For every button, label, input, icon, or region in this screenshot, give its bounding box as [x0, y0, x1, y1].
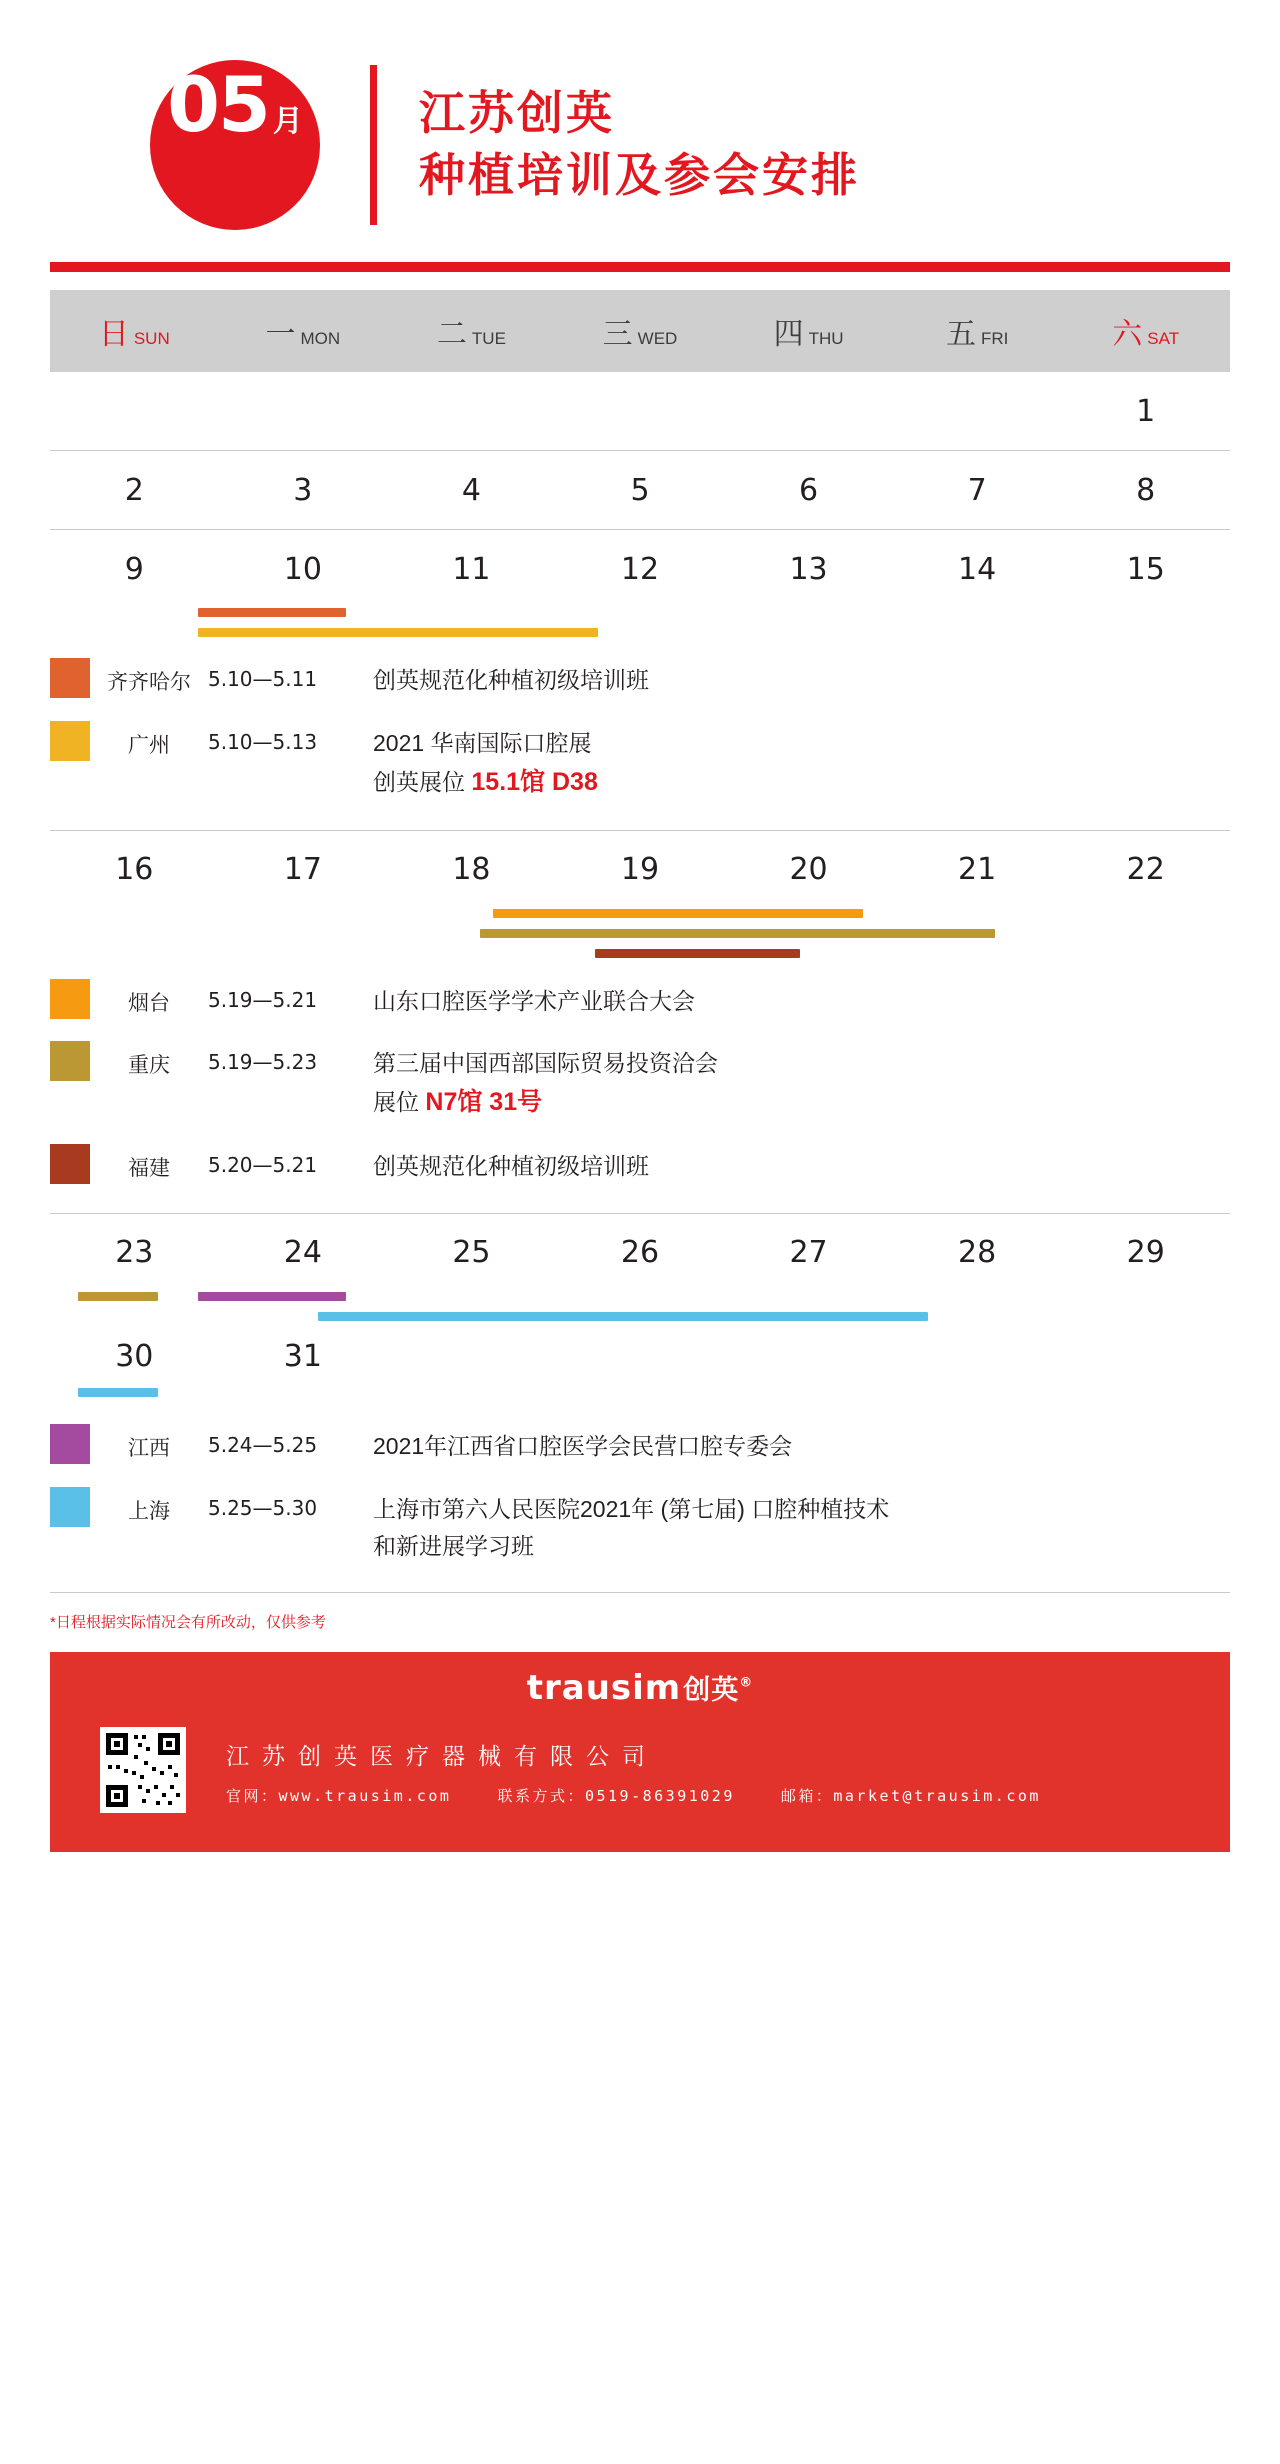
- day-cell-28: 28: [958, 1235, 997, 1271]
- title-line-2: 种植培训及参会安排: [419, 149, 860, 201]
- brand-registered-mark: ®: [739, 1676, 754, 1692]
- event-bar-jiangxi: [198, 1292, 346, 1301]
- weekday-en: SUN: [133, 329, 170, 348]
- day-cell-10: 10: [283, 551, 322, 587]
- event-bars-week-6: [50, 1388, 1230, 1408]
- legend-event-text: 创英规范化种植初级培训班: [373, 1153, 649, 1180]
- weekday-header: [50, 290, 1230, 372]
- legend-color-swatch: [50, 658, 90, 698]
- week-row-1: [50, 372, 1230, 450]
- weekday-cn: 三: [602, 318, 634, 351]
- legend-date-range: 5.19—5.23: [208, 1050, 318, 1075]
- footer-contact-block: [226, 1738, 1041, 1806]
- legend-item: [50, 1041, 1230, 1122]
- day-cell-21: 21: [958, 852, 997, 888]
- website-label: 官网：www.trausim.com: [226, 1787, 452, 1806]
- legend-item: [50, 1144, 1230, 1185]
- event-bar-qiqihaer: [198, 608, 346, 617]
- legend-event-text: 2021年江西省口腔医学会民营口腔专委会: [373, 1432, 793, 1459]
- day-cell-16: 16: [115, 852, 154, 888]
- header-divider: [370, 65, 377, 225]
- event-bars-week-3: [50, 608, 1230, 642]
- legend-event-title: 2021 华南国际口腔展: [373, 729, 592, 756]
- month-number: 05: [167, 60, 269, 149]
- booth-highlight: N7馆 31号: [425, 1088, 543, 1117]
- weekday-en: FRI: [980, 329, 1009, 348]
- legend-color-swatch: [50, 1487, 90, 1527]
- day-cell-1: 1: [1136, 393, 1156, 429]
- event-bars-week-5: [50, 1292, 1230, 1326]
- footer-brand: [50, 1668, 1230, 1708]
- weekday-thu: [724, 309, 893, 353]
- poster-header: [0, 0, 1280, 250]
- day-cell-31: 31: [283, 1339, 322, 1375]
- week-row-4: [50, 831, 1230, 909]
- event-legend-week-3: [50, 642, 1230, 830]
- day-cell-13: 13: [789, 551, 828, 587]
- day-cell-19: 19: [620, 852, 660, 888]
- event-bar-yantai: [493, 909, 863, 918]
- header-rule: [50, 262, 1230, 272]
- legend-event-text: 山东口腔医学学术产业联合大会: [373, 987, 695, 1014]
- day-cell-18: 18: [452, 852, 491, 888]
- email-label: 邮箱：market@trausim.com: [780, 1787, 1041, 1806]
- legend-date-range: 5.20—5.21: [208, 1153, 318, 1178]
- weekday-mon: [219, 309, 388, 353]
- legend-date-range: 5.10—5.11: [208, 667, 318, 691]
- legend-color-swatch: [50, 979, 90, 1019]
- day-cell-29: 29: [1126, 1235, 1165, 1271]
- legend-event-title: 上海市第六人民医院2021年 (第七届) 口腔种植技术: [373, 1495, 890, 1522]
- weekday-cn: 六: [1112, 318, 1144, 351]
- event-bar-chongqing-cont: [78, 1292, 158, 1301]
- legend-date-range: 5.10—5.13: [208, 729, 318, 754]
- weekday-en: WED: [637, 329, 678, 348]
- footnote: *日程根据实际情况会有所改动，仅供参考: [50, 1614, 326, 1632]
- day-cell-7: 7: [967, 472, 987, 508]
- event-bar-shanghai: [318, 1312, 928, 1321]
- day-cell-8: 8: [1136, 472, 1156, 508]
- weekday-en: THU: [808, 329, 844, 348]
- day-cell-15: 15: [1126, 551, 1165, 587]
- legend-city: 重庆: [128, 1054, 170, 1078]
- event-bars-week-4: [50, 909, 1230, 963]
- legend-event-text: 创英规范化种植初级培训班: [373, 667, 649, 693]
- brand-latin: trausim: [526, 1668, 682, 1709]
- phone-label: 联系方式：0519-86391029: [497, 1787, 735, 1806]
- legend-item: [50, 1487, 1230, 1565]
- calendar-body: [50, 372, 1230, 1593]
- poster-footer: [50, 1652, 1230, 1852]
- week-row-6: [50, 1326, 1230, 1388]
- day-cell-17: 17: [283, 852, 322, 888]
- row-divider: [50, 1592, 1230, 1593]
- legend-color-swatch: [50, 1144, 90, 1184]
- day-cell-25: 25: [452, 1235, 491, 1271]
- legend-event-booth: [373, 1082, 718, 1122]
- booth-prefix: 展位: [373, 1089, 426, 1116]
- title-line-1: 江苏创英: [419, 87, 615, 140]
- brand-cn: 创英: [683, 1675, 740, 1707]
- legend-event-line2: 和新进展学习班: [373, 1532, 534, 1559]
- day-cell-12: 12: [620, 551, 660, 587]
- legend-city: 广州: [128, 733, 170, 757]
- weekday-cn: 二: [436, 318, 468, 351]
- legend-date-range: 5.19—5.21: [208, 987, 318, 1012]
- weekday-wed: [556, 309, 725, 353]
- legend-event-booth: [373, 762, 598, 802]
- day-cell-5: 5: [630, 472, 650, 508]
- event-legend-week-5: [50, 1408, 1230, 1592]
- event-bar-chongqing: [480, 929, 995, 938]
- legend-date-range: 5.25—5.30: [208, 1495, 318, 1520]
- event-bar-guangzhou: [198, 628, 598, 637]
- brand-logo: [527, 1668, 754, 1708]
- legend-event-text: [373, 721, 598, 802]
- legend-item: [50, 979, 1230, 1020]
- day-cell-30: 30: [115, 1339, 154, 1375]
- legend-color-swatch: [50, 721, 90, 761]
- legend-event-text: [373, 1041, 718, 1122]
- weekday-cn: 一: [265, 318, 297, 351]
- day-cell-2: 2: [124, 472, 144, 508]
- weekday-cn: 日: [98, 318, 130, 351]
- weekday-cn: 五: [945, 318, 977, 351]
- legend-color-swatch: [50, 1041, 90, 1081]
- weekday-cn: 四: [773, 318, 805, 351]
- day-cell-9: 9: [124, 551, 144, 587]
- event-bar-shanghai-cont: [78, 1388, 158, 1397]
- qr-code: [100, 1727, 186, 1813]
- day-cell-20: 20: [789, 852, 828, 888]
- day-cell-4: 4: [461, 472, 481, 508]
- booth-highlight: 15.1馆 D38: [471, 767, 598, 796]
- month-unit: 月: [272, 105, 303, 138]
- day-cell-6: 6: [799, 472, 819, 508]
- weekday-en: MON: [300, 329, 341, 348]
- day-cell-22: 22: [1126, 852, 1165, 888]
- weekday-sat: [1061, 309, 1230, 353]
- legend-event-title: 第三届中国西部国际贸易投资洽会: [373, 1050, 718, 1077]
- day-cell-27: 27: [789, 1235, 828, 1271]
- legend-item: [50, 658, 1230, 699]
- day-cell-11: 11: [452, 551, 491, 587]
- legend-city: 江西: [128, 1436, 170, 1460]
- legend-item: [50, 1424, 1230, 1465]
- weekday-tue: [387, 309, 556, 353]
- event-legend-week-4: [50, 963, 1230, 1213]
- month-badge: [150, 60, 320, 230]
- contact-row: [226, 1785, 1041, 1806]
- day-cell-14: 14: [958, 551, 997, 587]
- weekday-en: SAT: [1147, 329, 1180, 348]
- legend-item: [50, 721, 1230, 802]
- legend-city: 上海: [128, 1499, 170, 1523]
- event-bar-fujian: [595, 949, 800, 958]
- weekday-sun: [50, 309, 219, 353]
- legend-date-range: 5.24—5.25: [208, 1432, 318, 1457]
- legend-city: 烟台: [128, 991, 170, 1015]
- week-row-3: [50, 530, 1230, 608]
- legend-color-swatch: [50, 1424, 90, 1464]
- week-row-2: [50, 451, 1230, 529]
- legend-event-text: [373, 1487, 889, 1565]
- day-cell-26: 26: [620, 1235, 660, 1271]
- legend-city: 齐齐哈尔: [107, 671, 191, 694]
- day-cell-24: 24: [283, 1235, 322, 1271]
- poster-title: [419, 83, 860, 206]
- day-cell-3: 3: [293, 472, 313, 508]
- weekday-fri: [893, 309, 1062, 353]
- week-row-5: [50, 1214, 1230, 1292]
- day-cell-23: 23: [115, 1235, 154, 1271]
- legend-city: 福建: [128, 1157, 170, 1181]
- booth-prefix: 创英展位: [373, 768, 472, 795]
- weekday-en: TUE: [471, 329, 506, 348]
- company-name: 江苏创英医疗器械有限公司: [226, 1743, 658, 1770]
